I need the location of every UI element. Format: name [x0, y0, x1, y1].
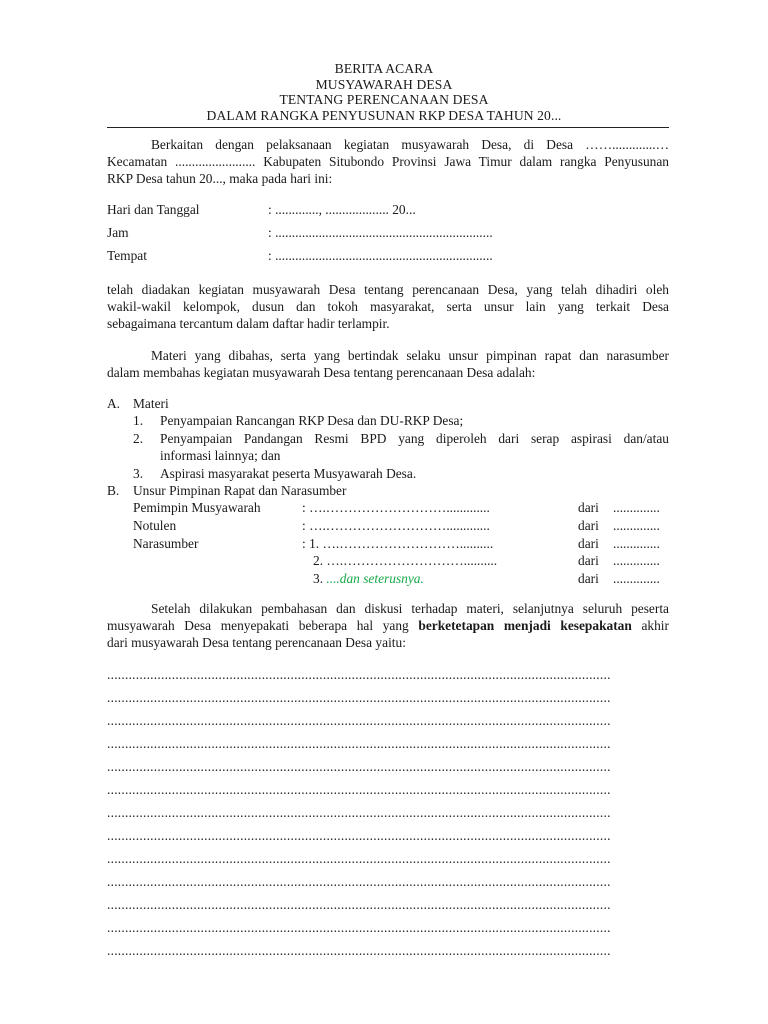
para4-line-3: dari musyawarah Desa tentang perencanaan Desa yaitu: [107, 635, 406, 650]
row-dots: .............. [613, 536, 660, 551]
row-label: Notulen [133, 518, 177, 533]
blank-line: ............................................................................................................................................ [107, 828, 611, 843]
row-value: : ….………………………............. [302, 518, 490, 533]
row-dots: .............. [613, 571, 660, 586]
para4-line-1: Setelah dilakukan pembahasan dan diskusi terhadap materi, selanjutnya seluruh peserta [151, 601, 669, 616]
para3-line-1: Materi yang dibahas, serta yang bertindak selaku unsur pimpinan rapat dan narasumber [151, 348, 669, 363]
field-value: : ................................................................. [268, 248, 493, 263]
row-dots: .............. [613, 500, 660, 515]
row-dari: dari [578, 518, 599, 533]
etc-note: ....dan seterusnya. [326, 571, 424, 586]
item-text: Aspirasi masyarakat peserta Musyawarah Desa. [160, 466, 417, 481]
para4-line-2 [107, 617, 669, 634]
item-text: Penyampaian Rancangan RKP Desa dan DU-RKP Desa; [160, 413, 464, 428]
row-value [313, 570, 424, 587]
field-value: : ................................................................. [268, 225, 493, 240]
item-number: 1. [133, 413, 144, 428]
row-dari: dari [578, 500, 599, 515]
field-label: Jam [107, 225, 129, 240]
para2-line-3: sebagaimana tercantum dalam daftar hadir terlampir. [107, 316, 390, 331]
row-dari: dari [578, 571, 599, 586]
title-line-4: DALAM RANGKA PENYUSUNAN RKP DESA TAHUN 20... [206, 107, 562, 123]
paragraph-4 [107, 600, 669, 651]
blank-line: ............................................................................................................................................ [107, 920, 611, 935]
para4-line-2-end: akhir [631, 618, 669, 633]
field-label: Tempat [107, 248, 147, 263]
blank-line: ............................................................................................................................................ [107, 805, 611, 820]
section-a-title: Materi [133, 396, 169, 411]
row-dari: dari [578, 553, 599, 568]
blank-line: ............................................................................................................................................ [107, 759, 611, 774]
row-label: Pemimpin Musyawarah [133, 500, 261, 515]
row-value: 2. ….……………………….......... [313, 553, 498, 568]
section-b-letter: B. [107, 483, 120, 498]
intro-line-2: Kecamatan ........................ Kabupaten Situbondo Provinsi Jawa Timur dalam rangka Penyusunan [107, 154, 669, 169]
section-b-title: Unsur Pimpinan Rapat dan Narasumber [133, 483, 347, 498]
para2-line-2: wakil-wakil kelompok, dusun dan tokoh masyarakat, serta unsur lain yang terkait Desa [107, 299, 669, 314]
blank-line: ............................................................................................................................................ [107, 736, 611, 751]
row-dots: .............. [613, 518, 660, 533]
row-label: Narasumber [133, 536, 199, 551]
intro-paragraph [107, 136, 669, 187]
intro-line-3: RKP Desa tahun 20..., maka pada hari ini: [107, 171, 333, 186]
blank-line: ............................................................................................................................................ [107, 667, 611, 682]
blank-line: ............................................................................................................................................ [107, 874, 611, 889]
row-dari: dari [578, 536, 599, 551]
para2-line-1: telah diadakan kegiatan musyawarah Desa tentang perencanaan Desa, yang telah dihadiri oleh [107, 282, 669, 297]
item-text-continued: informasi lainnya; dan [160, 448, 281, 463]
item-number: 3. [133, 466, 144, 481]
field-value: : ............., ................... 20... [268, 202, 416, 217]
document-title [0, 61, 768, 123]
title-line-2: MUSYAWARAH DESA [315, 76, 453, 92]
intro-line-1: Berkaitan dengan pelaksanaan kegiatan musyawarah Desa, di Desa …….............… [151, 137, 669, 152]
item-number: 2. [133, 431, 144, 446]
row-value: : 1. ….……………………….......... [302, 536, 494, 551]
field-label: Hari dan Tanggal [107, 202, 200, 217]
row-dots: .............. [613, 553, 660, 568]
kesepakatan-emphasis: berketetapan menjadi kesepakatan [418, 618, 632, 633]
blank-line: ............................................................................................................................................ [107, 897, 611, 912]
blank-line: ............................................................................................................................................ [107, 713, 611, 728]
section-a-letter: A. [107, 396, 121, 411]
title-line-1: BERITA ACARA [334, 61, 434, 76]
paragraph-3 [107, 347, 669, 381]
blank-line: ............................................................................................................................................ [107, 690, 611, 705]
paragraph-2 [107, 281, 669, 332]
title-line-3: TENTANG PERENCANAAN DESA [279, 92, 489, 107]
blank-line: ............................................................................................................................................ [107, 943, 611, 958]
blank-line: ............................................................................................................................................ [107, 851, 611, 866]
para4-line-2-start: musyawarah Desa menyepakati beberapa hal yang [107, 618, 419, 633]
item-text: Penyampaian Pandangan Resmi BPD yang diperoleh dari serap aspirasi dan/atau [160, 431, 669, 446]
row-value: : ….………………………............. [302, 500, 490, 515]
para3-line-2: dalam membahas kegiatan musyawarah Desa tentang perencanaan Desa adalah: [107, 365, 536, 380]
title-divider [107, 127, 669, 128]
row-number: 3. [313, 571, 327, 586]
blank-line: ............................................................................................................................................ [107, 782, 611, 797]
